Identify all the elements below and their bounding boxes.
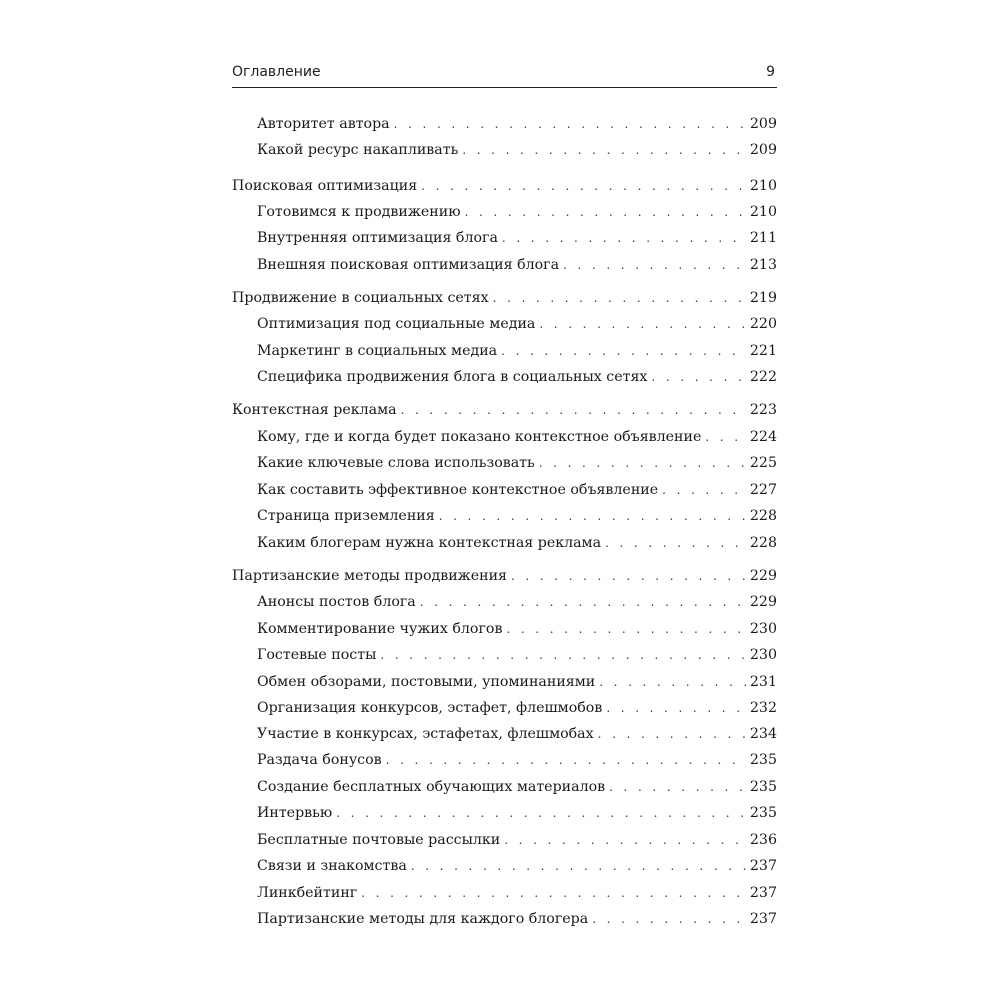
toc-entry-page: 230 — [749, 647, 777, 663]
toc-entry-page: 229 — [749, 594, 777, 610]
dot-leader — [606, 697, 746, 719]
dot-leader — [592, 908, 746, 930]
toc-entry-title: Анонсы постов блога — [257, 594, 416, 610]
toc-entry — [257, 908, 777, 930]
toc-entry-title: Контекстная реклама — [232, 402, 397, 418]
toc-entry — [257, 479, 777, 501]
toc-entry-page: 221 — [749, 343, 777, 359]
dot-leader — [705, 426, 746, 448]
running-header — [232, 64, 777, 86]
toc-entry — [257, 882, 777, 904]
toc-section-entry — [232, 287, 777, 309]
toc-entry — [257, 227, 777, 249]
toc-entry-title: Внешняя поисковая оптимизация блога — [257, 257, 560, 273]
toc-entry — [257, 749, 777, 771]
toc-entry — [257, 313, 777, 335]
toc-entry-title: Каким блогерам нужна контекстная реклама — [257, 535, 602, 551]
toc-entry — [257, 340, 777, 362]
dot-leader — [401, 399, 746, 421]
toc-entry — [257, 532, 777, 554]
toc-entry — [257, 697, 777, 719]
toc-entry-page: 235 — [749, 779, 777, 795]
toc-entry — [257, 644, 777, 666]
toc-entry-page: 237 — [749, 911, 777, 927]
toc-entry — [257, 452, 777, 474]
toc-entry-page: 224 — [749, 429, 777, 445]
toc-entry-page: 230 — [749, 621, 777, 637]
toc-entry-page: 236 — [749, 832, 777, 848]
toc-entry-page: 228 — [749, 535, 777, 551]
toc-entry — [257, 723, 777, 745]
dot-leader — [465, 201, 746, 223]
dot-leader — [493, 287, 746, 309]
toc-entry — [257, 113, 777, 135]
toc-entry-title: Поисковая оптимизация — [232, 178, 418, 194]
toc-entry-title: Комментирование чужих блогов — [257, 621, 503, 637]
toc-section-entry — [232, 175, 777, 197]
dot-leader — [504, 829, 746, 851]
toc-entry — [257, 591, 777, 613]
toc-entry-title: Участие в конкурсах, эстафетах, флешмобах — [257, 726, 594, 742]
dot-leader — [411, 855, 746, 877]
dot-leader — [539, 313, 746, 335]
toc-entry-page: 235 — [749, 752, 777, 768]
dot-leader — [386, 749, 746, 771]
toc-entry — [257, 855, 777, 877]
toc-entry-page: 220 — [749, 316, 777, 332]
toc-section-entry — [232, 565, 777, 587]
dot-leader — [380, 644, 746, 666]
running-header-page-number: 9 — [766, 64, 775, 80]
dot-leader — [539, 452, 746, 474]
toc-entry — [257, 618, 777, 640]
toc-entry-title: Создание бесплатных обучающих материалов — [257, 779, 606, 795]
toc-entry-title: Организация конкурсов, эстафет, флешмобов — [257, 700, 603, 716]
toc-entry-page: 235 — [749, 805, 777, 821]
toc-entry — [257, 426, 777, 448]
toc-entry-title: Внутренняя оптимизация блога — [257, 230, 498, 246]
dot-leader — [609, 776, 746, 798]
toc-entry-title: Интервью — [257, 805, 333, 821]
toc-entry — [257, 671, 777, 693]
toc-entry-title: Готовимся к продвижению — [257, 204, 461, 220]
toc-entry-title: Обмен обзорами, постовыми, упоминаниями — [257, 674, 596, 690]
dot-leader — [361, 882, 746, 904]
toc-entry-title: Продвижение в социальных сетях — [232, 290, 489, 306]
toc-entry-page: 223 — [749, 402, 777, 418]
toc-section-entry — [232, 399, 777, 421]
dot-leader — [394, 113, 746, 135]
toc-entry-title: Связи и знакомства — [257, 858, 407, 874]
toc-entry-title: Какие ключевые слова использовать — [257, 455, 535, 471]
dot-leader — [420, 591, 746, 613]
toc-entry-page: 209 — [749, 142, 777, 158]
toc-entry — [257, 802, 777, 824]
toc-entry-title: Бесплатные почтовые рассылки — [257, 832, 501, 848]
toc-entry-title: Партизанские методы продвижения — [232, 568, 507, 584]
toc-entry-title: Специфика продвижения блога в социальных сетях — [257, 369, 648, 385]
toc-entry-page: 219 — [749, 290, 777, 306]
dot-leader — [598, 723, 746, 745]
toc-entry — [257, 139, 777, 161]
toc-entry — [257, 829, 777, 851]
toc-entry-page: 231 — [749, 674, 777, 690]
toc-entry — [257, 254, 777, 276]
toc-entry-page: 237 — [749, 858, 777, 874]
toc-entry-title: Маркетинг в социальных медиа — [257, 343, 498, 359]
dot-leader — [439, 505, 746, 527]
toc-entry-page: 225 — [749, 455, 777, 471]
dot-leader — [501, 340, 746, 362]
toc-entry-title: Какой ресурс накапливать — [257, 142, 459, 158]
dot-leader — [511, 565, 746, 587]
toc-entry-title: Страница приземления — [257, 508, 435, 524]
dot-leader — [563, 254, 746, 276]
toc-entry-page: 232 — [749, 700, 777, 716]
toc-entry-page: 209 — [749, 116, 777, 132]
toc-entry-title: Партизанские методы для каждого блогера — [257, 911, 589, 927]
dot-leader — [336, 802, 746, 824]
header-rule — [232, 87, 777, 88]
dot-leader — [599, 671, 746, 693]
dot-leader — [506, 618, 745, 640]
toc-entry-page: 237 — [749, 885, 777, 901]
toc-entry-title: Кому, где и когда будет показано контекстное объявление — [257, 429, 702, 445]
dot-leader — [462, 139, 746, 161]
toc-entry-title: Как составить эффективное контекстное объявление — [257, 482, 659, 498]
toc-entry-page: 211 — [749, 230, 777, 246]
toc-entry — [257, 201, 777, 223]
toc-entry-page: 228 — [749, 508, 777, 524]
running-header-title: Оглавление — [232, 64, 321, 80]
toc-entry-title: Гостевые посты — [257, 647, 377, 663]
dot-leader — [651, 366, 745, 388]
toc-entry-title: Авторитет автора — [257, 116, 390, 132]
toc-entry — [257, 505, 777, 527]
dot-leader — [662, 479, 746, 501]
toc-entry-page: 234 — [749, 726, 777, 742]
toc-entry — [257, 366, 777, 388]
toc-entry-page: 210 — [749, 178, 777, 194]
toc-entry-page: 222 — [749, 369, 777, 385]
toc-entry-title: Раздача бонусов — [257, 752, 382, 768]
dot-leader — [502, 227, 746, 249]
toc-entry-page: 229 — [749, 568, 777, 584]
toc-entry-title: Линкбейтинг — [257, 885, 358, 901]
toc-entry-title: Оптимизация под социальные медиа — [257, 316, 536, 332]
book-page — [232, 0, 777, 1000]
toc-entry-page: 227 — [749, 482, 777, 498]
dot-leader — [421, 175, 746, 197]
dot-leader — [605, 532, 746, 554]
toc-entry-page: 213 — [749, 257, 777, 273]
toc-entry — [257, 776, 777, 798]
toc-entry-page: 210 — [749, 204, 777, 220]
